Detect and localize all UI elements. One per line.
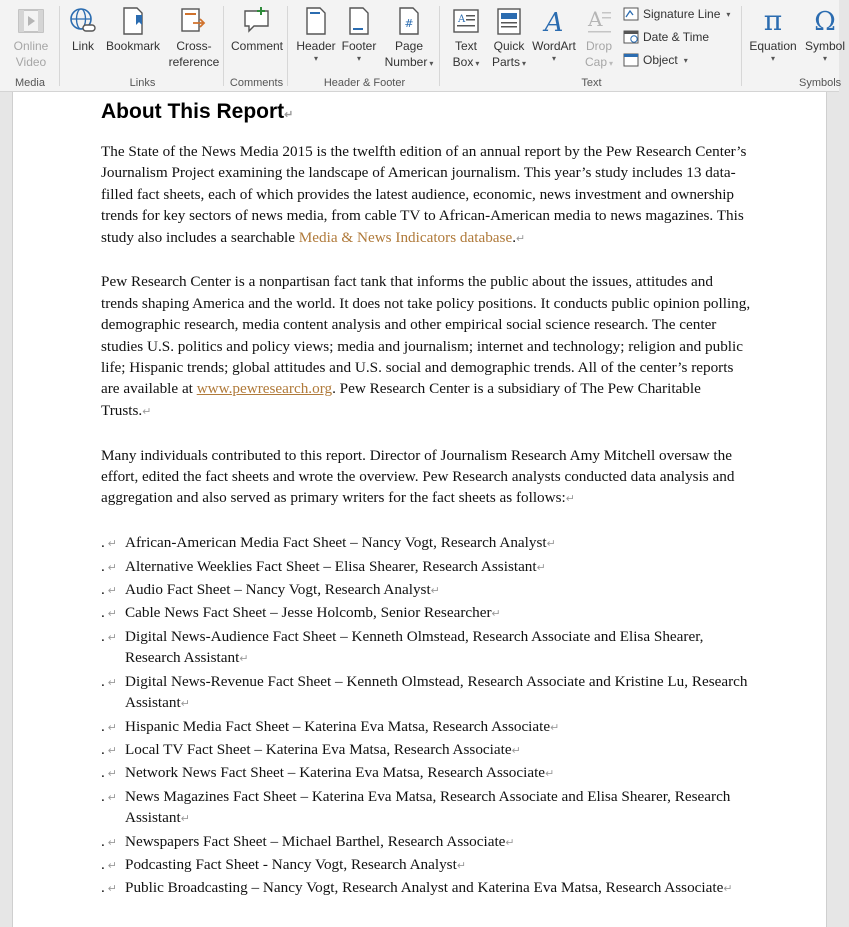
bullet-char: . <box>101 627 105 645</box>
list-item <box>101 739 751 762</box>
page-number-label-2: Number <box>384 55 428 69</box>
wordart-label: WordArt <box>532 39 576 53</box>
document-page[interactable] <box>12 92 827 927</box>
paragraph-mark: ↵ <box>107 721 118 734</box>
list-item <box>101 762 751 785</box>
chevron-down-icon: ▾ <box>609 59 614 68</box>
paragraph-mark: ↵ <box>107 836 118 849</box>
list-item <box>101 877 751 900</box>
list-item <box>101 831 751 854</box>
omega-icon <box>801 4 849 38</box>
heading-text: About This Report <box>101 100 285 123</box>
list-bullet <box>101 532 125 555</box>
online-video-label-1: Online <box>13 39 49 53</box>
comment-icon <box>227 4 287 38</box>
quick-parts-icon <box>489 4 529 38</box>
bullet-char: . <box>101 672 105 690</box>
paragraph-contributors <box>101 445 751 511</box>
wordart-icon <box>531 4 577 38</box>
page-number-button[interactable] <box>381 4 437 70</box>
svg-text:π: π <box>763 4 783 37</box>
svg-text:A: A <box>588 7 603 31</box>
group-label-text: Text <box>581 77 602 89</box>
chevron-down-icon: ▾ <box>429 59 434 68</box>
group-text <box>441 0 742 91</box>
calendar-icon <box>623 29 639 45</box>
header-label: Header <box>296 39 336 53</box>
list-item <box>101 532 751 555</box>
paragraph-mark: ↵ <box>565 493 575 506</box>
paragraph-mark: ↵ <box>723 883 733 896</box>
link-button[interactable] <box>65 4 101 54</box>
paragraph-mark: ↵ <box>546 538 556 551</box>
list-bullet <box>101 626 125 649</box>
date-time-button[interactable] <box>623 27 709 47</box>
equation-button[interactable] <box>747 4 799 64</box>
list-item-text: Hispanic Media Fact Sheet – Katerina Eva Matsa, Research Associate <box>125 717 551 735</box>
chevron-down-icon: ▾ <box>313 54 318 63</box>
link-label: Link <box>71 39 94 53</box>
bookmark-icon <box>103 4 163 38</box>
bookmark-label: Bookmark <box>105 39 161 53</box>
list-item <box>101 716 751 739</box>
paragraph-about-pew <box>101 271 751 423</box>
list-bullet <box>101 877 125 900</box>
paragraph-mark: ↵ <box>107 538 118 551</box>
list-bullet <box>101 556 125 579</box>
paragraph-mark: ↵ <box>142 405 152 418</box>
paragraph-mark: ↵ <box>107 561 118 574</box>
online-video-label-2: Video <box>15 55 47 69</box>
svg-text:#: # <box>404 17 414 30</box>
paragraph-mark: ↵ <box>107 585 118 598</box>
paragraph-text: . <box>512 228 516 246</box>
list-item-text: Podcasting Fact Sheet - Nancy Vogt, Research Analyst <box>125 855 457 873</box>
list-item-text: Network News Fact Sheet – Katerina Eva Matsa, Research Associate <box>125 764 546 782</box>
bullet-char: . <box>101 787 105 805</box>
paragraph-mark: ↵ <box>536 561 546 574</box>
paragraph-mark: ↵ <box>107 744 118 757</box>
pi-icon <box>747 4 799 38</box>
list-item <box>101 602 751 625</box>
object-button[interactable] <box>623 50 688 70</box>
chevron-down-icon: ▾ <box>770 54 775 63</box>
date-time-label: Date & Time <box>643 30 710 44</box>
bullet-char: . <box>101 879 105 897</box>
paragraph-mark: ↵ <box>430 585 440 598</box>
quick-parts-button[interactable] <box>489 4 529 70</box>
footer-icon <box>339 4 379 38</box>
list-item-text: Cable News Fact Sheet – Jesse Holcomb, Senior Researcher <box>125 604 492 622</box>
document-workspace <box>0 92 839 927</box>
film-icon <box>6 4 56 38</box>
chevron-down-icon: ▾ <box>726 9 731 19</box>
group-label-header-footer: Header & Footer <box>323 77 406 89</box>
list-bullet <box>101 602 125 625</box>
paragraph-mark: ↵ <box>505 836 515 849</box>
group-divider <box>741 6 742 86</box>
list-item-text: Audio Fact Sheet – Nancy Vogt, Research Analyst <box>125 581 431 599</box>
list-bullet <box>101 579 125 602</box>
cross-reference-button[interactable] <box>165 4 223 70</box>
chevron-down-icon: ▾ <box>551 54 556 63</box>
bullet-char: . <box>101 717 105 735</box>
svg-text:A: A <box>544 8 564 38</box>
group-symbols <box>743 0 845 91</box>
paragraph-mark: ↵ <box>545 768 555 781</box>
text-box-label-2: Box <box>452 55 474 69</box>
symbol-button[interactable] <box>801 4 849 64</box>
equation-label: Equation <box>749 39 797 53</box>
bullet-char: . <box>101 557 105 575</box>
drop-cap-button[interactable] <box>579 4 619 70</box>
ribbon-insert-tab <box>0 0 845 92</box>
paragraph-mark: ↵ <box>107 859 118 872</box>
paragraph-text: Many individuals contributed to this report. Director of Journalism Research Amy Mitchell oversaw the effort, edited the fact sheets and wrote the overview. Pew Research analysts conducted data analysis and aggregation and also served as primary writers for the fact sheets as follows: <box>101 446 735 507</box>
group-label-symbols: Symbols <box>799 77 842 89</box>
list-item-text: News Magazines Fact Sheet – Katerina Eva Matsa, Research Associate and Elisa Shearer, Research Assistant <box>125 787 731 827</box>
group-comments <box>225 0 288 91</box>
list-bullet <box>101 716 125 739</box>
chevron-down-icon: ▾ <box>522 59 527 68</box>
paragraph-mark: ↵ <box>550 721 560 734</box>
list-item-text: African-American Media Fact Sheet – Nancy Vogt, Research Analyst <box>125 534 547 552</box>
paragraph-mark: ↵ <box>107 631 118 644</box>
online-video-button[interactable] <box>6 4 56 70</box>
quick-parts-label-1: Quick <box>493 39 525 53</box>
page-title <box>101 100 751 127</box>
signature-line-button[interactable] <box>623 4 730 24</box>
fact-sheet-list <box>101 532 751 901</box>
list-item <box>101 579 751 602</box>
paragraph-mark: ↵ <box>107 791 118 804</box>
list-bullet <box>101 831 125 854</box>
bullet-char: . <box>101 740 105 758</box>
bullet-char: . <box>101 534 105 552</box>
paragraph-mark: ↵ <box>107 883 118 896</box>
chevron-down-icon: ▾ <box>822 54 827 63</box>
document-body[interactable] <box>101 100 751 901</box>
list-item-text: Digital News-Revenue Fact Sheet – Kenneth Olmstead, Research Associate and Kristine Lu, Research Assistant <box>125 672 748 712</box>
drop-cap-label-1: Drop <box>585 39 612 53</box>
signature-line-label: Signature Line <box>643 7 721 21</box>
globe-link-icon <box>65 4 101 38</box>
list-item-text: Newspapers Fact Sheet – Michael Barthel, Research Associate <box>125 832 506 850</box>
text-box-button[interactable] <box>445 4 487 70</box>
paragraph-mark: ↵ <box>180 813 190 826</box>
list-item-text: Local TV Fact Sheet – Katerina Eva Matsa, Research Associate <box>125 740 512 758</box>
page-number-label-1: Page <box>394 39 424 53</box>
group-links <box>61 0 224 91</box>
bullet-char: . <box>101 855 105 873</box>
paragraph-mark: ↵ <box>180 698 190 711</box>
drop-cap-label-2: Cap <box>584 55 607 69</box>
list-item-text: Digital News-Audience Fact Sheet – Kenneth Olmstead, Research Associate and Elisa Shearer, Research Assistant <box>125 627 704 667</box>
paragraph-mark: ↵ <box>107 676 118 689</box>
group-label-comments: Comments <box>229 77 284 89</box>
paragraph-text: . Pew Research Center is a subsidiary of The Pew Charitable Trusts. <box>101 380 701 419</box>
paragraph-mark: ↵ <box>456 859 467 872</box>
media-news-indicators-link[interactable]: Media & News Indicators database <box>298 228 513 246</box>
paragraph-intro <box>101 141 751 250</box>
footer-label: Footer <box>341 39 377 53</box>
chevron-down-icon: ▾ <box>683 55 688 65</box>
object-icon <box>623 52 639 68</box>
paragraph-mark: ↵ <box>511 744 521 757</box>
paragraph-text: Pew Research Center is a nonpartisan fact tank that informs the public about the issues, attitudes and trends shaping America and the world. It does not take policy positions. It conducts public opinion polling, demographic research, media content analysis and other empirical social science research. The center studies U.S. politics and policy views; media and journalism; internet and technology; religion and public life; Hispanic trends; global attitudes and U.S. social and demographic trends. All of the center’s reports are available at <box>101 273 751 398</box>
paragraph-mark: ↵ <box>107 608 118 621</box>
paragraph-mark: ↵ <box>107 768 118 781</box>
list-item <box>101 626 751 671</box>
cross-reference-icon <box>165 4 223 38</box>
group-label-links: Links <box>129 77 156 89</box>
paragraph-mark: ↵ <box>284 109 294 121</box>
list-item <box>101 786 751 831</box>
page-number-icon <box>381 4 437 38</box>
comment-button[interactable] <box>227 4 287 54</box>
text-box-icon <box>445 4 487 38</box>
comment-label: Comment <box>230 39 283 53</box>
drop-cap-icon <box>579 4 619 38</box>
list-item <box>101 854 751 877</box>
svg-text:A: A <box>458 14 466 25</box>
bullet-char: . <box>101 832 105 850</box>
list-item <box>101 556 751 579</box>
list-item <box>101 671 751 716</box>
wordart-button[interactable] <box>531 4 577 64</box>
chevron-down-icon: ▾ <box>356 54 361 63</box>
header-icon <box>293 4 339 38</box>
group-divider <box>439 6 440 86</box>
signature-line-icon <box>623 6 639 22</box>
group-label-media: Media <box>15 77 45 89</box>
group-divider <box>59 6 60 86</box>
paragraph-mark: ↵ <box>491 608 501 621</box>
group-header-footer <box>289 0 440 91</box>
object-label: Object <box>643 53 678 67</box>
paragraph-mark: ↵ <box>516 232 526 245</box>
bullet-char: . <box>101 604 105 622</box>
bullet-char: . <box>101 764 105 782</box>
footer-button[interactable] <box>339 4 379 64</box>
paragraph-mark: ↵ <box>239 653 249 666</box>
group-divider <box>223 6 224 86</box>
group-media <box>0 0 60 91</box>
list-item-text: Public Broadcasting – Nancy Vogt, Research Analyst and Katerina Eva Matsa, Research Associate <box>125 879 724 897</box>
list-bullet <box>101 762 125 785</box>
chevron-down-icon: ▾ <box>475 59 480 68</box>
cross-reference-label-1: Cross- <box>176 39 212 53</box>
header-button[interactable] <box>293 4 339 64</box>
list-bullet <box>101 786 125 809</box>
svg-text:Ω: Ω <box>814 7 836 37</box>
paragraph-text: The State of the News Media 2015 is the twelfth edition of an annual report by the Pew Research Center’s Journalism Project examining the landscape of American journalism. This year’s study includes 13 data-filled fact sheets, each of which provides the latest audience, economic, news investment and ownership trends for key sectors of news media, from cable TV to African-American media to news magazines. This study also includes a searchable <box>101 143 747 246</box>
list-bullet <box>101 739 125 762</box>
list-item-text: Alternative Weeklies Fact Sheet – Elisa Shearer, Research Assistant <box>125 557 537 575</box>
quick-parts-label-2: Parts <box>491 55 520 69</box>
group-divider <box>287 6 288 86</box>
cross-reference-label-2: reference <box>168 55 220 69</box>
list-bullet <box>101 671 125 694</box>
bookmark-button[interactable] <box>103 4 163 54</box>
text-box-label-1: Text <box>454 39 477 53</box>
bullet-char: . <box>101 581 105 599</box>
symbol-label: Symbol <box>804 39 845 53</box>
pewresearch-link[interactable]: www.pewresearch.org <box>196 380 333 398</box>
list-bullet <box>101 854 125 877</box>
